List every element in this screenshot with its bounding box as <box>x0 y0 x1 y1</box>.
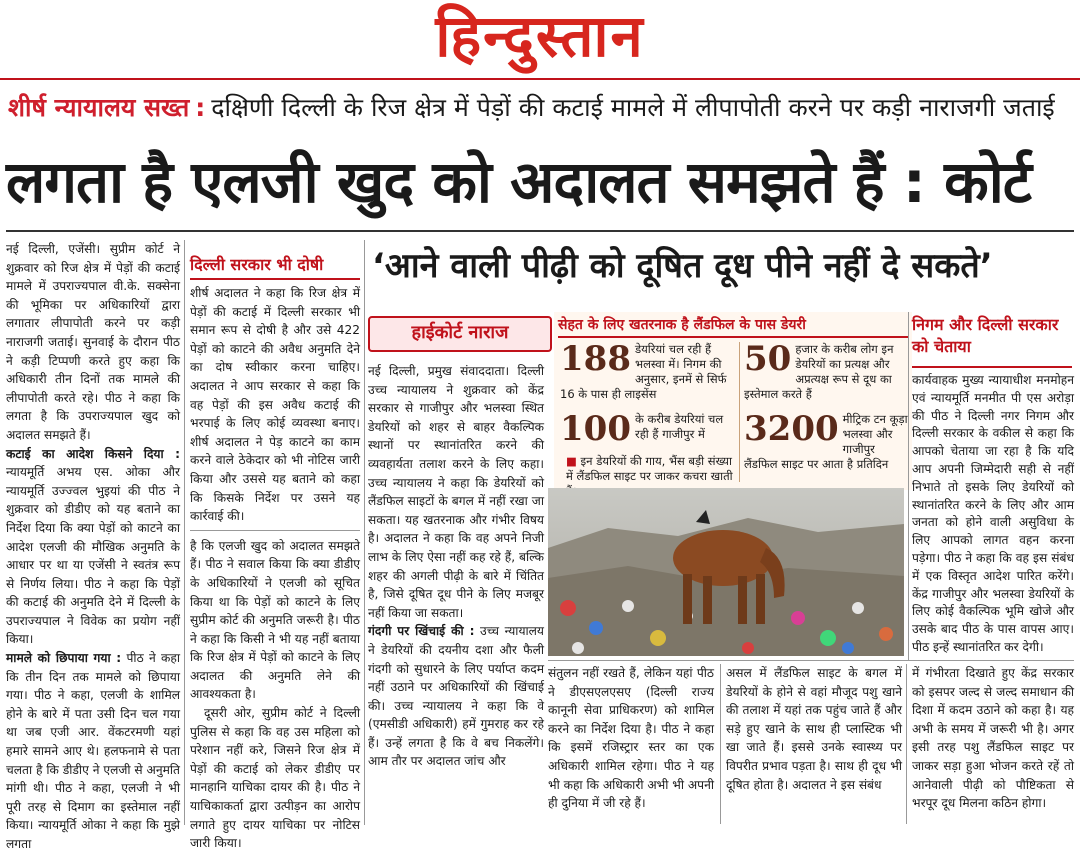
stat-text: डेयरियां चल रही हैं भलस्वा में। निगम की अनुसार, इनमें से सिर्फ 16 के पास ही लाइसेंस <box>560 342 727 401</box>
masthead-rule <box>0 78 1080 80</box>
nigam-box-text: कार्यवाहक मुख्य न्यायाधीश मनमोहन एवं न्यायमूर्ति मनमीत पी एस अरोड़ा की पीठ ने दिल्ली नगर निगम और दिल्ली सरकार के वकील से कहा कि आपको चेताया जा रहा है कि यदि आप अपनी जिम्मेदारी सही से नहीं निभाते तो इसके लिए डेयरियों को स्थानांतरित करने के लिए और आम जनता को होने वाली असुविधा के लिए आपको लागत वहन करना पड़ेगा। पीठ ने कहा कि वह इस संबंध में एक विस्तृत आदेश पारित करेंगे। केंद्र गाजीपुर और भलस्वा डेयरियों के लिए कोई वैकल्पिक भूमि खोजे और उसके बाद पीठ के पास वापस आए। पीठ इन्हें स्थानांतरित कर देगी। <box>912 373 1074 654</box>
infobox-note-text: इन डेयरियों की गाय, भैंस बड़ी संख्या में लैंडफिल साइट पर जाकर कचरा खाती <box>566 454 733 483</box>
bottom-rule <box>548 660 1074 661</box>
story-column-3 <box>368 362 544 825</box>
stat-item <box>744 409 908 482</box>
kicker-text: दक्षिणी दिल्ली के रिज क्षेत्र में पेड़ों की कटाई मामले में लीपापोती करने पर कड़ी नाराजगी जताई <box>211 93 1055 122</box>
nigam-box-title: निगम और दिल्ली सरकार को चेताया <box>912 315 1059 356</box>
infobox-note <box>566 454 736 488</box>
masthead <box>0 0 1080 72</box>
column-divider <box>908 312 909 660</box>
stat-divider <box>739 342 740 482</box>
delhi-govt-box-title: दिल्ली सरकार भी दोषी <box>190 254 360 280</box>
kicker-label: शीर्ष न्यायालय सख्त <box>8 93 190 122</box>
stat-item <box>744 339 908 412</box>
main-headline: लगता है एलजी खुद को अदालत समझते हैं : कोर्ट <box>6 148 1031 216</box>
newspaper-logo: हिन्दुस्तान <box>435 2 645 70</box>
column-divider <box>720 664 721 824</box>
story-column-2 <box>190 254 360 851</box>
column-divider <box>364 240 365 825</box>
column-divider <box>184 240 185 825</box>
landfill-photo-illustration <box>548 488 904 656</box>
stat-number: 3200 <box>744 409 839 449</box>
col1-subhead-1: कटाई का आदेश किसने दिया : <box>6 446 180 461</box>
col2-paragraph-2: दूसरी ओर, सुप्रीम कोर्ट ने दिल्ली पुलिस से कहा कि वह उस महिला को परेशान नहीं करे, जिसने रिज क्षेत्र में पेड़ों की कटाई को लेकर डीडीए पर मानहानि याचिका दायर की है। पीठ ने याचिकाकर्ता द्वारा उत्पीड़न का आरोप लगाते हुए दायर याचिका पर नोटिस जारी किया। <box>190 706 360 851</box>
column-divider <box>906 664 907 824</box>
infobox-title: सेहत के लिए खतरनाक है लैंडफिल के पास डेयरी <box>558 314 908 338</box>
landfill-cow-photo <box>548 488 904 656</box>
stat-item <box>560 409 736 452</box>
stat-text: मीट्रिक टन कूड़ा भलस्वा और गाजीपुर लैंडफिल साइट पर आता है प्रतिदिन <box>744 412 908 471</box>
stat-number: 100 <box>560 409 631 449</box>
kicker-separator: : <box>195 93 206 122</box>
nigam-title-rule <box>912 366 1072 368</box>
bullet-icon: ■ <box>566 454 577 468</box>
story-column-1 <box>6 240 181 851</box>
stat-text: हजार के करीब लोग इन डेयरियों का प्रत्यक्ष और अप्रत्यक्ष रूप से दूध का इस्तेमाल करते हैं <box>744 342 894 401</box>
bottom-column-1: संतुलन नहीं रखते हैं, लेकिन यहां पीठ ने डीएसएलएसए (दिल्ली राज्य कानूनी सेवा प्राधिकरण) को शामिल करने का निर्देश दिया है। पीठ ने कहा कि इसमें रजिस्ट्रार स्तर का एक अधिकारी शामिल रहेगा। पीठ ने यह भी कहा कि अधिकारी अभी भी अपनी ही दुनिया में जी रहे हैं। <box>548 666 715 811</box>
high-court-label: हाईकोर्ट नाराज <box>368 316 552 352</box>
col3-paragraph-2: उच्च न्यायालय ने डेयरियों की दयनीय दशा और फैली गंदगी को सुधारने के लिए पर्याप्त कदम नहीं उठाने पर अधिकारियों की खिंचाई की। उच्च न्यायालय ने कहा कि वे (एमसीडी अधिकारी) हमें गुमराह कर रहे हैं। उन्हें लगता है कि वे बच निकलेंगे। आम तौर पर अदालत जांच और <box>368 624 544 769</box>
col1-paragraph-3: पीठ ने कहा कि तीन दिन तक मामले को छिपाया गया। पीठ ने कहा, एलजी के शामिल होने के बारे में पता उसी दिन चल गया था जब एजी आर. वेंकटरमणी यहां हमारे सामने आए थे। हलफनामे से पता चलता है कि डीडीए ने एलजी से अनुमति मांगी थी। पीठ ने कहा, एलजी ने भी पूरी तरह से दिमाग का इस्तेमाल नहीं किया। न्यायमूर्ति ओका ने कहा कि मुझे लगता <box>6 651 181 851</box>
headline-rule <box>6 230 1074 232</box>
col1-subhead-2: मामले को छिपाया गया : <box>6 651 122 666</box>
col2-paragraph-1: है कि एलजी खुद को अदालत समझते हैं। पीठ ने सवाल किया कि क्या डीडीए के अधिकारियों ने एलजी को सूचित किया था कि पेड़ों को काटने के लिए सुप्रीम कोर्ट की अनुमति जरूरी है। पीठ ने कहा कि किसी ने भी यह नहीं बताया कि रिज क्षेत्र में पेड़ों को काटने के लिए अदालत की अनुमति लेने की आवश्यकता है। <box>190 538 360 702</box>
bottom-column-3: में गंभीरता दिखाते हुए केंद्र सरकार को इसपर जल्द से जल्द समाधान की दिशा में कदम उठाने को कहा है। यह अभी के समय में जरूरी भी है। अगर इसी तरह पशु लैंडफिल साइट पर जाकर सड़ा हुआ भोजन करते रहें तो आनेवाली पीढ़ी को पौष्टिकता से भरपूर दूध मिलना कठिन होगा। <box>912 666 1074 811</box>
kicker-line <box>8 88 1072 128</box>
stat-number: 50 <box>744 339 792 379</box>
col1-paragraph-2: न्यायमूर्ति अभय एस. ओका और न्यायमूर्ति उज्ज्वल भुइयां की पीठ ने शुक्रवार को डीडीए को यह बताने का निर्देश दिया कि क्या पेड़ों को काटने का आदेश एलजी की मौखिक अनुमति के आधार पर था या एजेंसी ने स्वतंत्र रूप से निर्णय लिया। पीठ ने कहा कि पेड़ों की कटाई की अनुमति देने में दिल्ली के उपराज्यपाल ने विवेक का प्रयोग नहीं किया। <box>6 465 180 647</box>
stat-item <box>560 339 736 412</box>
col1-paragraph-1: नई दिल्ली, एजेंसी। सुप्रीम कोर्ट ने शुक्रवार को रिज क्षेत्र में पेड़ों की कटाई मामले में उपराज्यपाल वी.के. सक्सेना की भूमिका पर अधिकारियों द्वारा लगातार लीपापोती करने पर कड़ी नाराजगी जताई। सुनवाई के दौरान पीठ ने कड़ी टिप्पणी करते हुए कहा कि अधिकारी तीन दिनों तक मामले की लीपापोती करते रहे। पीठ ने कहा कि लगता है कि उपराज्यपाल खुद को अदालत समझते हैं। <box>6 242 180 442</box>
stat-number: 188 <box>560 339 631 379</box>
stat-text: के करीब डेयरियां चल रही हैं गाजीपुर में <box>634 412 724 441</box>
delhi-govt-box-text: शीर्ष अदालत ने कहा कि रिज क्षेत्र में पेड़ों की कटाई में दिल्ली सरकार भी समान रूप से दोषी है और उसे 422 पेड़ों को काटने की अवैध अनुमति देने का दोष स्वीकार करना चाहिए। अदालत ने आप सरकार से कहा कि वह पेड़ों की इस अवैध कटाई की भरपाई के लिए कोई व्यवस्था बनाए। शीर्ष अदालत ने पेड़ काटने का काम करने वाले ठेकेदार को भी नोटिस जारी किया और उससे यह बताने को कहा कि किसके निर्देश पर उसने यह कार्रवाई की। <box>190 284 360 531</box>
col3-paragraph-1: नई दिल्ली, प्रमुख संवाददाता। दिल्ली उच्च न्यायालय ने शुक्रवार को केंद्र सरकार से गाजीपुर और भलस्वा स्थित डेयरियों को शहर से बाहर वैकल्पिक स्थानों पर स्थानांतरित करने की व्यवहार्यता तलाश करने के लिए कहा। उच्च न्यायालय ने कहा कि डेयरियों को लैंडफिल साइटों के बगल में नहीं रखा जा सकता। यह खतरनाक और गंभीर विषय है। अदालत ने कहा कि वह अपने निजी लाभ के लिए ऐसा नहीं कह रहे हैं, बल्कि शहर की अगली पीढ़ी के बारे में चिंतित है, जिसे दूषित दूध पीने के लिए मजबूर नहीं किया जा सकता। <box>368 364 544 620</box>
bottom-column-2: असल में लैंडफिल साइट के बगल में डेयरियों के होने से वहां मौजूद पशु खाने की तलाश में यहां तक पहुंच जाते हैं और सड़े हुए खाने के साथ ही प्लास्टिक भी खा जाते हैं। इससे उनके स्वास्थ्य पर विपरीत प्रभाव पड़ता है। साथ ही दूध भी दूषित होता है। अदालत ने इस संबंध <box>726 666 902 792</box>
col3-subhead-1: गंदगी पर खिंचाई की : <box>368 624 475 639</box>
hc-story-headline: ‘आने वाली पीढ़ी को दूषित दूध पीने नहीं दे सकते’ <box>372 246 993 286</box>
